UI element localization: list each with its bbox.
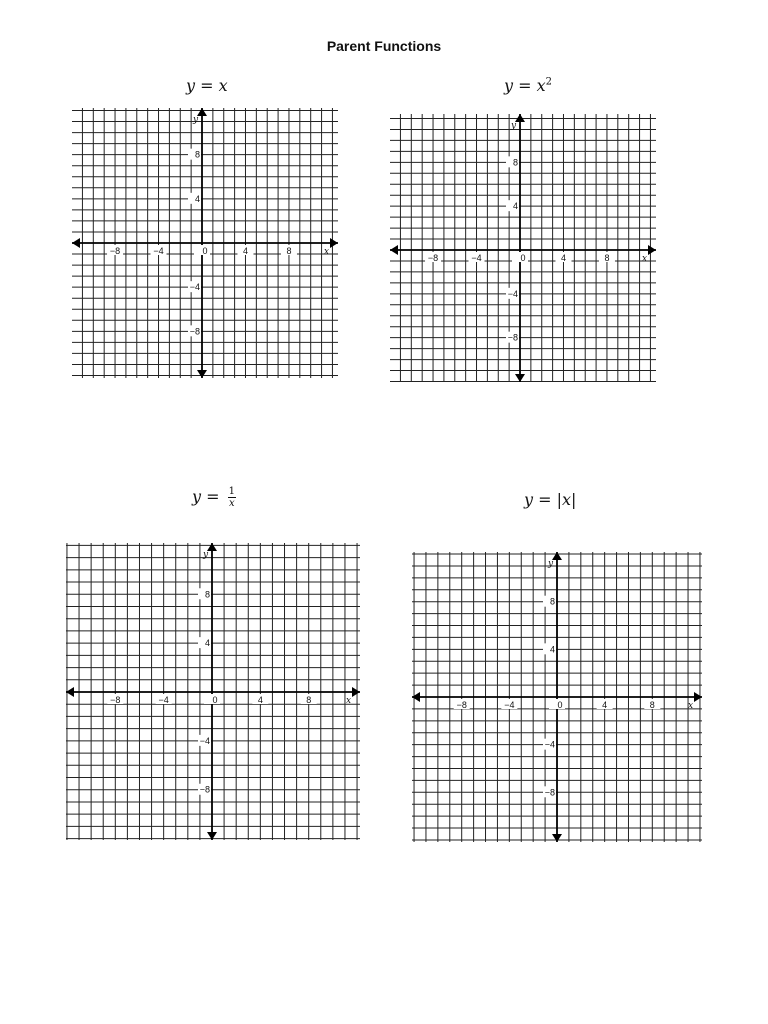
x-tick-label: 4 [257, 695, 263, 705]
x-tick-label: −4 [158, 695, 169, 705]
y-axis-label: y [511, 121, 517, 131]
x-axis-arrow-right [648, 245, 656, 255]
y-axis-arrow-down [515, 374, 525, 382]
graph-absolute-value [412, 552, 702, 842]
equation-reciprocal: y = $\frac{1}{x}$ [192, 486, 236, 509]
x-axis-label: x [642, 254, 648, 264]
x-tick-label: 8 [306, 695, 312, 705]
x-tick-label: 0 [212, 695, 218, 705]
x-axis-label: x [346, 696, 352, 706]
x-tick-label: −8 [427, 253, 439, 263]
y-tick-label: 8 [512, 157, 518, 168]
equation-quadratic: $y = x^2$ [504, 76, 553, 95]
x-axis-arrow-right [352, 687, 360, 697]
x-axis-label: x [324, 247, 330, 257]
equation-linear: y = x [186, 76, 228, 95]
y-tick-label: 4 [549, 644, 555, 655]
y-tick-label: 8 [204, 589, 210, 600]
y-axis-arrow-up [207, 543, 217, 551]
fraction: $\frac{1}{x}$ [228, 486, 236, 509]
x-tick-label: 4 [602, 700, 608, 710]
y-axis-arrow-up [552, 552, 562, 560]
y-tick-label: 8 [194, 149, 200, 160]
x-axis-arrow-right [330, 238, 338, 248]
y-tick-label: 4 [194, 193, 200, 204]
y-axis-arrow-up [515, 114, 525, 122]
y-tick-label: −4 [544, 739, 555, 750]
graph-linear [72, 108, 338, 378]
y-axis-label: y [203, 550, 209, 560]
x-tick-label: 4 [242, 246, 248, 256]
x-tick-label: −8 [110, 695, 121, 705]
y-axis-arrow-up [197, 108, 207, 116]
y-axis-label: y [548, 559, 554, 569]
graph-quadratic [390, 114, 656, 382]
y-tick-label: 8 [549, 596, 555, 607]
x-tick-label: 8 [286, 246, 292, 256]
y-tick-label: −4 [189, 282, 200, 293]
y-axis-label: y [193, 115, 199, 125]
x-axis-arrow-left [412, 692, 420, 702]
y-tick-label: −4 [199, 735, 210, 746]
x-tick-label: 0 [520, 253, 526, 263]
equation-absolute-value: y = |x| [524, 490, 577, 509]
y-tick-label: −8 [199, 784, 210, 795]
x-tick-label: −4 [471, 253, 482, 263]
y-axis-arrow-down [552, 834, 562, 842]
grid-lines [390, 114, 656, 382]
x-axis-label: x [688, 701, 694, 711]
x-axis-arrow-right [694, 692, 702, 702]
x-tick-label: 0 [557, 700, 563, 710]
x-tick-label: −8 [109, 246, 121, 256]
y-tick-label: −4 [507, 288, 518, 299]
y-tick-label: 4 [512, 201, 518, 212]
y-tick-label: 4 [204, 638, 210, 649]
x-tick-label: 8 [604, 253, 610, 263]
x-tick-label: −8 [456, 700, 467, 710]
x-tick-label: −4 [153, 246, 164, 256]
x-tick-label: −4 [504, 700, 515, 710]
x-axis-arrow-left [72, 238, 80, 248]
y-axis-arrow-down [197, 370, 207, 378]
x-tick-label: 8 [649, 700, 655, 710]
y-tick-label: −8 [507, 332, 518, 343]
y-tick-label: −8 [189, 326, 200, 337]
y-tick-label: −8 [544, 787, 555, 798]
x-tick-label: 0 [202, 246, 208, 256]
x-axis-arrow-left [390, 245, 398, 255]
page-title: Parent Functions [326, 38, 442, 54]
graph-reciprocal [66, 543, 360, 840]
x-tick-label: 4 [560, 253, 566, 263]
